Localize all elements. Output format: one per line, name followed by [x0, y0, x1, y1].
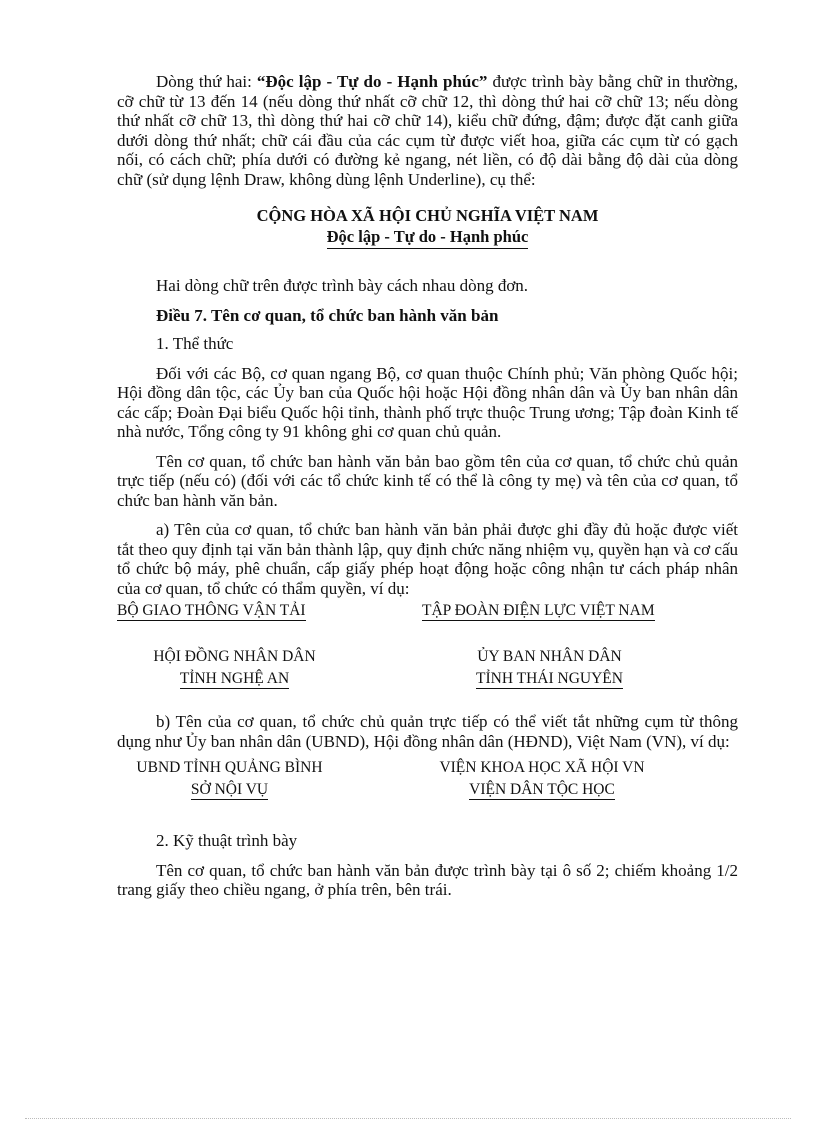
examples-b-row: [117, 757, 738, 827]
example-tap-doan-dien-luc-text: TẬP ĐOÀN ĐIỆN LỰC VIỆT NAM: [422, 602, 655, 619]
paragraph-last: Tên cơ quan, tổ chức ban hành văn bản được trình bày tại ô số 2; chiếm khoảng 1/2 trang giấy theo chiều ngang, ở phía trên, bên trái.: [117, 860, 738, 899]
example-ubnd-line1: ỦY BAN NHÂN DÂN: [477, 648, 622, 665]
motto-wrapper: [117, 227, 738, 249]
example-vien-khoa-hoc-line2: VIỆN DÂN TỘC HỌC: [469, 781, 615, 798]
paragraph-b: b) Tên của cơ quan, tổ chức chủ quản trực tiếp có thể viết tắt những cụm từ thông dụng như Ủy ban nhân dân (UBND), Hội đồng nhân dân (HĐND), Việt Nam (VN), ví dụ:: [117, 712, 738, 751]
intro-rest: được trình bày bằng chữ in thường, cỡ chữ từ 13 đến 14 (nếu dòng thứ nhất cỡ chữ 12, thì dòng thứ hai cỡ chữ 13; nếu dòng thứ nhất cỡ chữ 13, thì dòng thứ hai cỡ chữ 14), kiểu chữ đứng, đậm; được đặt canh giữa dưới dòng thứ nhất; chữ cái đầu của các cụm từ được viết hoa, giữa các cụm từ có gạch nối, có cách chữ; phía dưới có đường kẻ ngang, nét liền, có độ dài bằng độ dài của dòng chữ (sử dụng lệnh Draw, không dùng lệnh Underline), cụ thể:: [117, 72, 738, 189]
example-quang-binh-line1: UBND TỈNH QUẢNG BÌNH: [136, 759, 323, 776]
example-ubnd-line2: TỈNH THÁI NGUYÊN: [476, 670, 623, 687]
examples-a-row2: [117, 646, 738, 712]
motto: Độc lập - Tự do - Hạnh phúc: [327, 227, 529, 249]
document-page: [117, 72, 738, 900]
example-tap-doan-dien-luc: [422, 600, 655, 622]
intro-bold-quote: “Độc lập - Tự do - Hạnh phúc”: [256, 72, 488, 91]
section2-title: 2. Kỹ thuật trình bày: [156, 831, 298, 850]
article-heading: Điều 7. Tên cơ quan, tổ chức ban hành văn bản: [156, 305, 499, 325]
example-vien-khoa-hoc: [422, 757, 662, 801]
page-bottom-divider: [25, 1118, 791, 1119]
paragraph-2: Tên cơ quan, tổ chức ban hành văn bản bao gồm tên của cơ quan, tổ chức chủ quản trực tiếp (nếu có) (đối với các tổ chức kinh tế có thể là công ty mẹ) và tên của cơ quan, tổ chức ban hành văn bản.: [117, 451, 738, 510]
intro-prefix: Dòng thứ hai:: [156, 72, 257, 91]
example-hdnd-line1: HỘI ĐỒNG NHÂN DÂN: [153, 648, 316, 665]
example-bo-giao-thong-text: BỘ GIAO THÔNG VẬN TẢI: [117, 602, 306, 619]
example-quang-binh-line2: SỞ NỘI VỤ: [190, 781, 269, 798]
examples-a-row1: [117, 598, 738, 646]
paragraph-1: Đối với các Bộ, cơ quan ngang Bộ, cơ quan thuộc Chính phủ; Văn phòng Quốc hội; Hội đồng dân tộc, các Ủy ban của Quốc hội hoặc Hội đồng nhân dân và Ủy ban nhân dân các cấp; Đoàn Đại biểu Quốc hội tỉnh, thành phố trực thuộc Trung ương; Tập đoàn Kinh tế nhà nước, Tổng công ty 91 không ghi cơ quan chủ quản.: [117, 363, 738, 441]
example-ubnd-quang-binh: [117, 757, 342, 801]
example-hdnd-line2: TỈNH NGHỆ AN: [179, 670, 290, 687]
paragraph-a: a) Tên của cơ quan, tổ chức ban hành văn bản phải được ghi đầy đủ hoặc được viết tắt theo quy định tại văn bản thành lập, quy định chức năng nhiệm vụ, quyền hạn và cơ cấu tổ chức bộ máy, phê chuẩn, cấp giấy phép hoạt động hoặc công nhận tư cách pháp nhân của cơ quan, tổ chức có thẩm quyền, ví dụ:: [117, 520, 738, 598]
intro-paragraph: [117, 72, 738, 189]
section1-title: 1. Thể thức: [156, 334, 234, 353]
example-vien-khoa-hoc-line1: VIỆN KHOA HỌC XÃ HỘI VN: [439, 759, 645, 776]
example-hdnd-nghe-an: [137, 646, 332, 690]
example-ubnd-thai-nguyen: [447, 646, 652, 690]
national-name: CỘNG HÒA XÃ HỘI CHỦ NGHĨA VIỆT NAM: [256, 206, 599, 225]
spacing-note: Hai dòng chữ trên được trình bày cách nhau dòng đơn.: [156, 276, 529, 295]
example-bo-giao-thong: [117, 600, 306, 622]
